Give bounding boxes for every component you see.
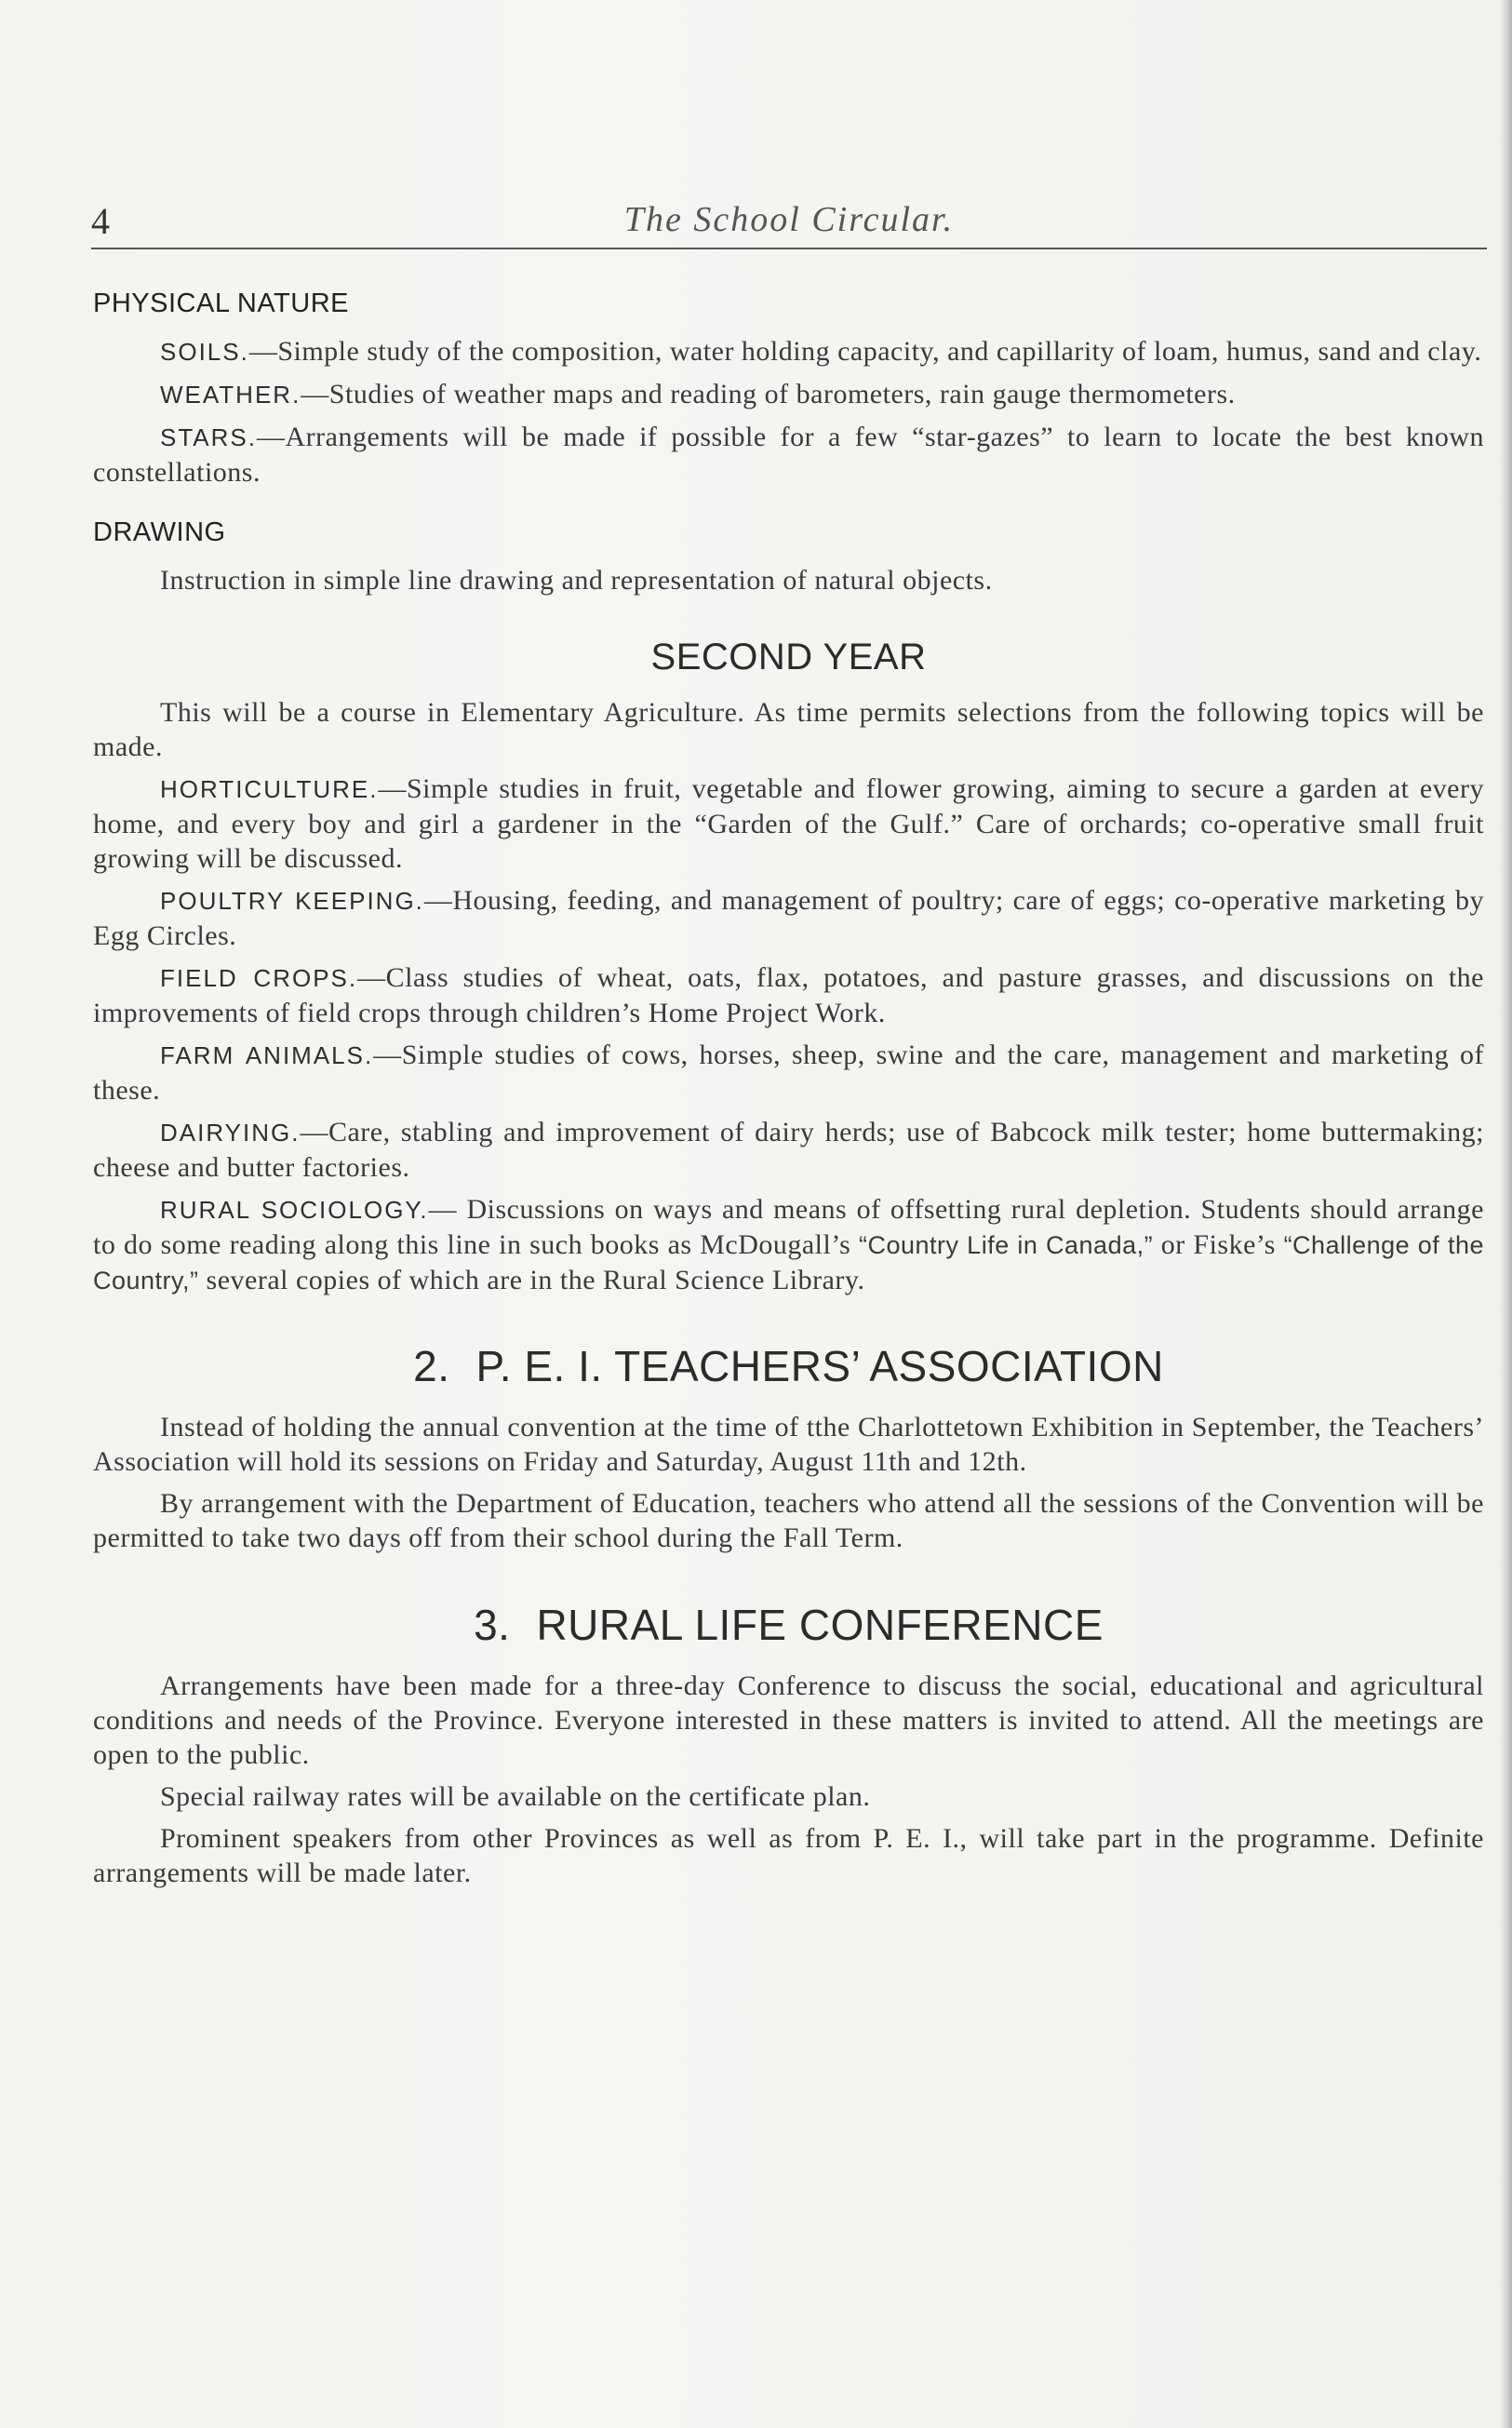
term-field-crops: FIELD CROPS. [160,964,358,992]
second-year-section [93,637,1484,1298]
page-number: 4 [91,200,110,242]
text-stars: —Arrangements will be made if possible for a few “star-gazes” to learn to locate the best known constellations. [93,422,1484,488]
section-label-drawing: DRAWING [93,517,226,547]
paragraph-horticulture [93,771,1484,876]
heading-text-teachers-association: P. E. I. TEACHERS’ ASSOCIATION [475,1342,1164,1390]
text-farm-animals: —Simple studies of cows, horses, sheep, swine and the care, management and marketing of these. [93,1040,1484,1106]
rural-life-section [93,1600,1484,1890]
page-edge-shadow [1499,0,1512,2428]
text-weather: —Studies of weather maps and reading of barometers, rain gauge thermometers. [301,379,1236,409]
heading-second-year: SECOND YEAR [650,637,927,677]
paragraph-second-year-intro: This will be a course in Elementary Agriculture. As time permits selections from the following topics will be made. [93,697,1484,762]
teachers-association-section [93,1341,1484,1555]
text-rural-sociology-a: — Discussions on ways and means of offsetting rural depletion. Students should arrange to do some reading along this line in such books as McDougall’s [93,1194,1484,1260]
paragraph-stars [93,420,1484,490]
book-title-challenge-of-the-country: “Challenge of the Country,” [93,1231,1484,1294]
book-title-country-life: “Country Life in Canada,” [859,1231,1154,1259]
paragraph-farm-animals [93,1038,1484,1107]
text-rural-sociology-b: or Fiske’s [1153,1229,1284,1260]
text-horticulture: —Simple studies in fruit, vegetable and flower growing, aiming to secure a garden at every home, and every boy and girl a gardener in the “Garden of the Gulf.” Care of orchards; co-operative small fruit growing will be discussed. [93,773,1484,874]
term-horticulture: HORTICULTURE. [160,775,379,803]
heading-text-rural-life-conference: RURAL LIFE CONFERENCE [536,1601,1104,1649]
section-label-physical-nature: PHYSICAL NATURE [93,288,349,318]
term-weather: WEATHER. [160,381,301,409]
term-stars: STARS. [160,423,257,451]
paragraph-field-crops [93,960,1484,1030]
paragraph-weather [93,377,1484,412]
paragraph-dairying [93,1115,1484,1185]
drawing-section [93,517,1484,597]
paragraph-drawing: Instruction in simple line drawing and representation of natural objects. [160,565,993,596]
text-dairying: —Care, stabling and improvement of dairy herds; use of Babcock milk tester; home buttermaking; cheese and butter factories. [93,1117,1484,1183]
text-field-crops: —Class studies of wheat, oats, flax, potatoes, and pasture grasses, and discussions on the improvements of field crops through children’s Home Project Work. [93,962,1484,1028]
text-poultry-keeping: —Housing, feeding, and management of poultry; care of eggs; co-operative marketing by Egg Circles. [93,885,1484,951]
heading-number-3: 3. [474,1601,511,1649]
page-content [93,288,1484,1898]
term-poultry-keeping: POULTRY KEEPING. [160,887,424,915]
heading-rural-life-conference [93,1600,1484,1650]
paragraph-poultry-keeping [93,883,1484,953]
term-dairying: DAIRYING. [160,1119,301,1147]
heading-teachers-association [93,1341,1484,1391]
term-farm-animals: FARM ANIMALS. [160,1041,374,1069]
text-rural-sociology-c: several copies of which are in the Rural Science Library. [198,1265,865,1295]
paragraph-soils [93,334,1484,369]
term-soils: SOILS. [160,338,249,366]
page-header [91,192,1487,248]
header-rule [91,248,1487,249]
heading-number-2: 2. [413,1342,450,1390]
running-title: The School Circular. [623,200,955,239]
paragraph-rural-life-arrangements: Arrangements have been made for a three-day Conference to discuss the social, educational and agricultural conditions and needs of the Province. Everyone interested in these matters is invited to attend. All the meetings are open to the public. [93,1670,1484,1770]
paragraph-teachers-convention: Instead of holding the annual convention at the time of tthe Charlottetown Exhibition in September, the Teachers’ Association will hold its sessions on Friday and Saturday, August 11th and 12th. [93,1412,1484,1477]
term-rural-sociology: RURAL SOCIOLOGY. [160,1196,429,1224]
paragraph-rural-sociology [93,1192,1484,1298]
text-soils: —Simple study of the composition, water holding capacity, and capillarity of loam, humus, sand and clay. [248,336,1482,367]
paragraph-rural-life-railway: Special railway rates will be available on the certificate plan. [160,1781,871,1812]
paragraph-rural-life-speakers: Prominent speakers from other Provinces as well as from P. E. I., will take part in the programme. Definite arrangements will be made later. [93,1823,1484,1888]
physical-nature-section [93,288,1484,490]
paragraph-teachers-days-off: By arrangement with the Department of Education, teachers who attend all the sessions of the Convention will be permitted to take two days off from their school during the Fall Term. [93,1488,1484,1553]
